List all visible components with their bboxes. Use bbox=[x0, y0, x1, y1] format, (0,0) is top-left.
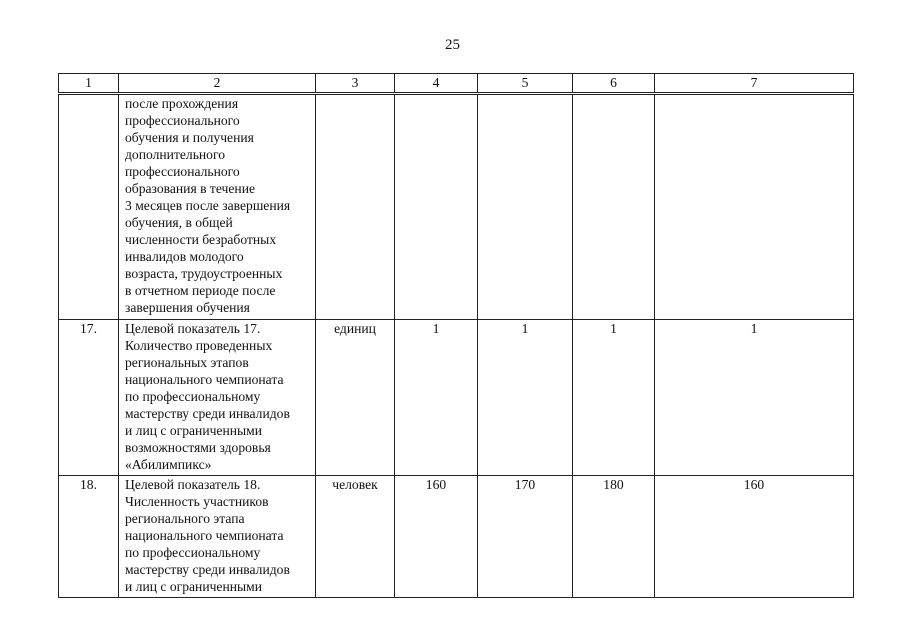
row-number: 17. bbox=[59, 320, 119, 476]
table-row bbox=[59, 476, 854, 598]
value-col-7 bbox=[655, 94, 854, 320]
column-header-1: 1 bbox=[59, 74, 119, 94]
column-header-3: 3 bbox=[316, 74, 395, 94]
indicators-table bbox=[58, 73, 854, 598]
value-col-4: 1 bbox=[395, 320, 478, 476]
indicator-description-text: Целевой показатель 17. Количество проведенных региональных этапов национального чемпионата по профессиональному мастерству среди инвалидов и лиц с ограниченными возможностями здоровья «Абилимпикс» bbox=[125, 321, 290, 472]
table-row bbox=[59, 94, 854, 320]
unit-cell bbox=[316, 94, 395, 320]
value-col-6 bbox=[573, 94, 655, 320]
value-col-7: 160 bbox=[655, 476, 854, 598]
value-col-6: 1 bbox=[573, 320, 655, 476]
column-header-5: 5 bbox=[478, 74, 573, 94]
indicator-description-text: после прохождения профессионального обучения и получения дополнительного профессионального образования в течение 3 месяцев после завершения обучения, в общей численности безработных инвалидов молодого возраста, трудоустроенных в отчетном периоде после завершения обучения bbox=[125, 96, 291, 315]
indicator-description bbox=[119, 94, 316, 320]
value-col-5: 1 bbox=[478, 320, 573, 476]
value-col-5 bbox=[478, 94, 573, 320]
indicator-description-text: Целевой показатель 18. Численность участников регионального этапа национального чемпионата по профессиональному мастерству среди инвалидов и лиц с ограниченными bbox=[125, 477, 290, 594]
unit-cell: человек bbox=[316, 476, 395, 598]
indicator-description bbox=[119, 476, 316, 598]
column-header-7: 7 bbox=[655, 74, 854, 94]
value-col-5: 170 bbox=[478, 476, 573, 598]
value-col-6: 180 bbox=[573, 476, 655, 598]
indicator-description bbox=[119, 320, 316, 476]
page-number: 25 bbox=[445, 37, 460, 53]
value-col-4: 160 bbox=[395, 476, 478, 598]
value-col-4 bbox=[395, 94, 478, 320]
table-row bbox=[59, 320, 854, 476]
unit-cell: единиц bbox=[316, 320, 395, 476]
column-header-2: 2 bbox=[119, 74, 316, 94]
column-header-4: 4 bbox=[395, 74, 478, 94]
value-col-7: 1 bbox=[655, 320, 854, 476]
table-header-row bbox=[59, 74, 854, 94]
column-header-6: 6 bbox=[573, 74, 655, 94]
row-number: 18. bbox=[59, 476, 119, 598]
row-number bbox=[59, 94, 119, 320]
